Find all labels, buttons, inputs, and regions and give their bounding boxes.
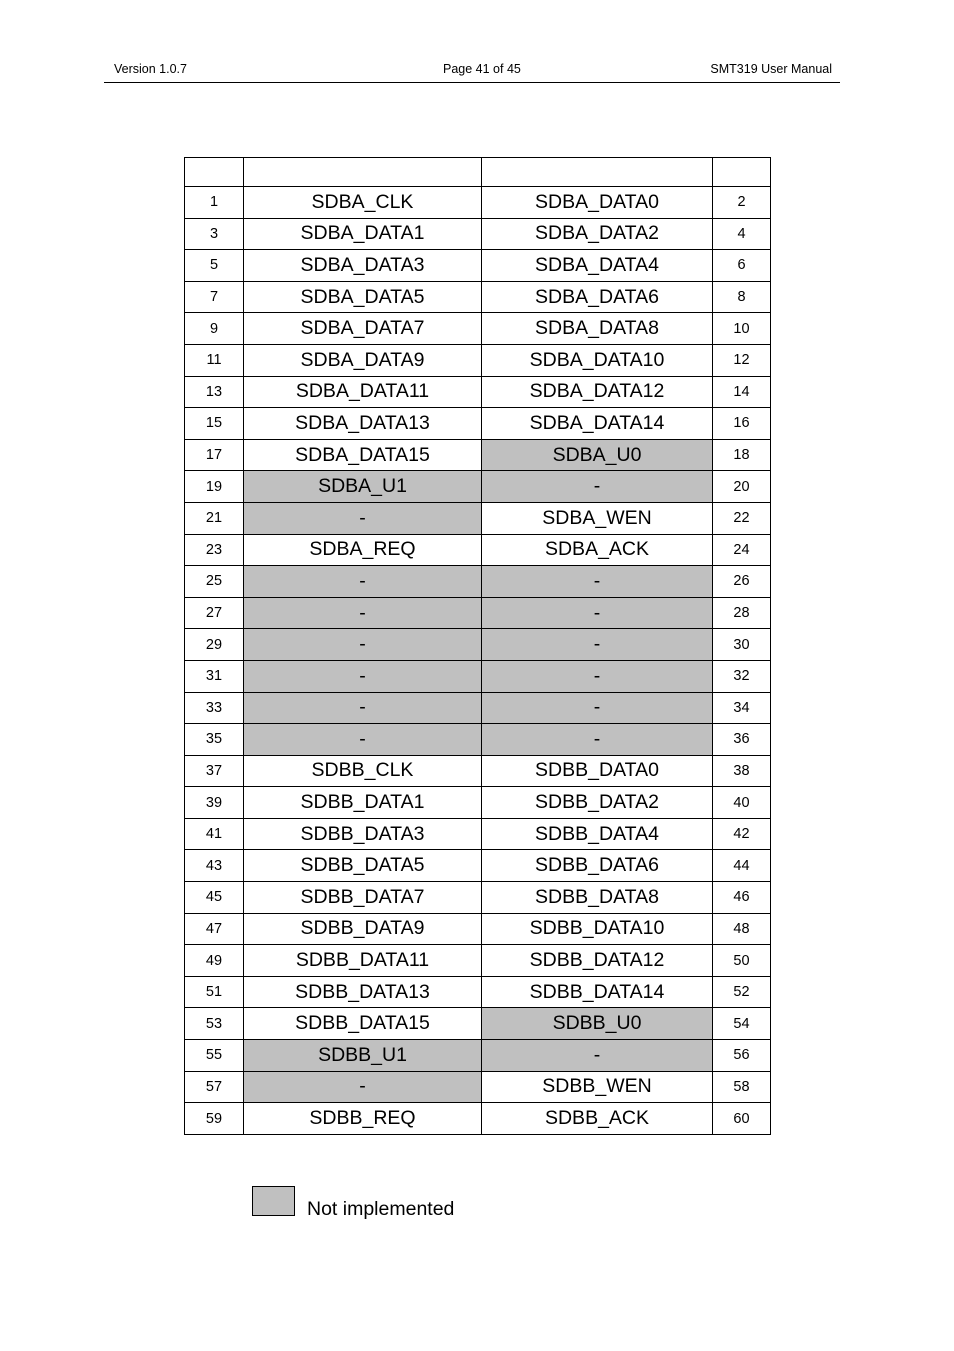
- pin-number-left: 27: [185, 597, 244, 629]
- pin-number-right: 58: [713, 1071, 771, 1103]
- signal-left: -: [244, 502, 482, 534]
- signal-right: SDBB_DATA10: [482, 913, 713, 945]
- signal-right: SDBA_DATA12: [482, 376, 713, 408]
- signal-right: SDBA_U0: [482, 439, 713, 471]
- table-row: [185, 945, 771, 977]
- signal-right: SDBA_DATA2: [482, 218, 713, 250]
- pin-number-left: 39: [185, 787, 244, 819]
- table-row: [185, 250, 771, 282]
- pin-number-left: 45: [185, 882, 244, 914]
- signal-left: SDBA_DATA15: [244, 439, 482, 471]
- table-row: [185, 660, 771, 692]
- signal-left: -: [244, 692, 482, 724]
- table-row: [185, 408, 771, 440]
- signal-right: SDBB_DATA4: [482, 818, 713, 850]
- signal-left: SDBA_DATA3: [244, 250, 482, 282]
- header-cell: [713, 158, 771, 187]
- signal-left: SDBA_CLK: [244, 187, 482, 219]
- table-row: [185, 313, 771, 345]
- signal-left: SDBA_U1: [244, 471, 482, 503]
- signal-left: SDBB_DATA9: [244, 913, 482, 945]
- pin-number-right: 30: [713, 629, 771, 661]
- pin-number-right: 60: [713, 1103, 771, 1135]
- signal-left: -: [244, 1071, 482, 1103]
- pin-number-left: 7: [185, 281, 244, 313]
- table-row: [185, 597, 771, 629]
- signal-left: SDBB_DATA7: [244, 882, 482, 914]
- table-row: [185, 913, 771, 945]
- signal-right: SDBA_DATA8: [482, 313, 713, 345]
- pin-number-right: 4: [713, 218, 771, 250]
- signal-right: -: [482, 1040, 713, 1072]
- signal-right: SDBB_DATA0: [482, 755, 713, 787]
- pin-number-left: 53: [185, 1008, 244, 1040]
- signal-right: -: [482, 471, 713, 503]
- table-row: [185, 629, 771, 661]
- signal-left: -: [244, 629, 482, 661]
- signal-right: SDBA_WEN: [482, 502, 713, 534]
- table-row: [185, 850, 771, 882]
- signal-left: SDBA_DATA1: [244, 218, 482, 250]
- table-header-row: [185, 158, 771, 187]
- table-row: [185, 1071, 771, 1103]
- pin-number-right: 22: [713, 502, 771, 534]
- pin-number-left: 1: [185, 187, 244, 219]
- signal-left: SDBA_DATA5: [244, 281, 482, 313]
- pin-number-left: 9: [185, 313, 244, 345]
- signal-right: SDBA_DATA10: [482, 344, 713, 376]
- pin-number-left: 15: [185, 408, 244, 440]
- pin-number-right: 40: [713, 787, 771, 819]
- signal-left: SDBB_DATA13: [244, 976, 482, 1008]
- signal-left: -: [244, 724, 482, 756]
- legend-label: Not implemented: [307, 1198, 455, 1220]
- signal-left: SDBA_DATA7: [244, 313, 482, 345]
- signal-left: SDBB_DATA15: [244, 1008, 482, 1040]
- signal-left: SDBB_DATA11: [244, 945, 482, 977]
- page-number: Page 41 of 45: [443, 62, 521, 76]
- pin-number-right: 18: [713, 439, 771, 471]
- pin-number-right: 32: [713, 660, 771, 692]
- signal-right: -: [482, 629, 713, 661]
- signal-right: SDBB_DATA8: [482, 882, 713, 914]
- signal-right: -: [482, 566, 713, 598]
- signal-right: -: [482, 660, 713, 692]
- table-row: [185, 755, 771, 787]
- table-row: [185, 882, 771, 914]
- manual-title: SMT319 User Manual: [710, 62, 832, 76]
- pin-number-right: 14: [713, 376, 771, 408]
- version-label: Version 1.0.7: [114, 62, 187, 76]
- table-row: [185, 187, 771, 219]
- signal-right: -: [482, 597, 713, 629]
- table-row: [185, 218, 771, 250]
- pin-number-left: 51: [185, 976, 244, 1008]
- pin-number-right: 16: [713, 408, 771, 440]
- pin-number-right: 2: [713, 187, 771, 219]
- pin-number-left: 55: [185, 1040, 244, 1072]
- signal-left: SDBB_DATA3: [244, 818, 482, 850]
- pin-number-left: 23: [185, 534, 244, 566]
- signal-left: -: [244, 597, 482, 629]
- signal-left: SDBB_CLK: [244, 755, 482, 787]
- pin-number-right: 6: [713, 250, 771, 282]
- signal-right: SDBB_DATA12: [482, 945, 713, 977]
- pin-number-left: 17: [185, 439, 244, 471]
- pin-number-left: 59: [185, 1103, 244, 1135]
- pin-number-left: 43: [185, 850, 244, 882]
- pin-number-left: 3: [185, 218, 244, 250]
- pin-number-right: 28: [713, 597, 771, 629]
- table-row: [185, 534, 771, 566]
- table-row: [185, 1040, 771, 1072]
- pin-number-right: 48: [713, 913, 771, 945]
- signal-right: SDBB_U0: [482, 1008, 713, 1040]
- table-row: [185, 724, 771, 756]
- pinout-table: [184, 157, 771, 1135]
- pin-number-right: 36: [713, 724, 771, 756]
- pinout-table-body: [185, 158, 771, 1135]
- page-header: [104, 60, 840, 83]
- pin-number-right: 52: [713, 976, 771, 1008]
- table-row: [185, 1008, 771, 1040]
- table-row: [185, 439, 771, 471]
- legend-swatch: [252, 1186, 295, 1216]
- table-row: [185, 502, 771, 534]
- pin-number-left: 19: [185, 471, 244, 503]
- signal-right: SDBB_WEN: [482, 1071, 713, 1103]
- pin-number-right: 20: [713, 471, 771, 503]
- signal-left: SDBB_REQ: [244, 1103, 482, 1135]
- signal-left: SDBA_DATA11: [244, 376, 482, 408]
- pin-number-left: 21: [185, 502, 244, 534]
- table-row: [185, 692, 771, 724]
- signal-left: -: [244, 566, 482, 598]
- pin-number-left: 31: [185, 660, 244, 692]
- pin-number-right: 38: [713, 755, 771, 787]
- pin-number-right: 24: [713, 534, 771, 566]
- table-row: [185, 281, 771, 313]
- signal-right: SDBB_ACK: [482, 1103, 713, 1135]
- table-row: [185, 818, 771, 850]
- pin-number-right: 44: [713, 850, 771, 882]
- table-row: [185, 787, 771, 819]
- header-cell: [482, 158, 713, 187]
- pin-number-right: 26: [713, 566, 771, 598]
- pin-number-right: 50: [713, 945, 771, 977]
- signal-left: SDBB_U1: [244, 1040, 482, 1072]
- pin-number-right: 8: [713, 281, 771, 313]
- table-row: [185, 566, 771, 598]
- pin-number-left: 41: [185, 818, 244, 850]
- signal-right: SDBB_DATA14: [482, 976, 713, 1008]
- table-row: [185, 376, 771, 408]
- table-row: [185, 976, 771, 1008]
- signal-right: -: [482, 724, 713, 756]
- pin-number-left: 49: [185, 945, 244, 977]
- signal-right: -: [482, 692, 713, 724]
- pin-number-left: 35: [185, 724, 244, 756]
- pin-number-right: 10: [713, 313, 771, 345]
- signal-right: SDBB_DATA6: [482, 850, 713, 882]
- pin-number-left: 33: [185, 692, 244, 724]
- pin-number-left: 11: [185, 344, 244, 376]
- signal-right: SDBA_DATA4: [482, 250, 713, 282]
- signal-left: SDBB_DATA1: [244, 787, 482, 819]
- pin-number-left: 29: [185, 629, 244, 661]
- pin-number-right: 34: [713, 692, 771, 724]
- pin-number-left: 57: [185, 1071, 244, 1103]
- signal-right: SDBA_DATA6: [482, 281, 713, 313]
- signal-left: SDBA_DATA9: [244, 344, 482, 376]
- pin-number-left: 47: [185, 913, 244, 945]
- signal-right: SDBB_DATA2: [482, 787, 713, 819]
- signal-left: SDBA_REQ: [244, 534, 482, 566]
- pin-number-right: 54: [713, 1008, 771, 1040]
- header-cell: [244, 158, 482, 187]
- signal-left: SDBB_DATA5: [244, 850, 482, 882]
- pin-number-left: 5: [185, 250, 244, 282]
- pin-number-right: 12: [713, 344, 771, 376]
- table-row: [185, 344, 771, 376]
- table-row: [185, 471, 771, 503]
- signal-left: -: [244, 660, 482, 692]
- signal-left: SDBA_DATA13: [244, 408, 482, 440]
- pin-number-left: 25: [185, 566, 244, 598]
- signal-right: SDBA_DATA14: [482, 408, 713, 440]
- pin-number-left: 37: [185, 755, 244, 787]
- pin-number-left: 13: [185, 376, 244, 408]
- pin-number-right: 46: [713, 882, 771, 914]
- pin-number-right: 56: [713, 1040, 771, 1072]
- header-cell: [185, 158, 244, 187]
- signal-right: SDBA_ACK: [482, 534, 713, 566]
- table-row: [185, 1103, 771, 1135]
- signal-right: SDBA_DATA0: [482, 187, 713, 219]
- pin-number-right: 42: [713, 818, 771, 850]
